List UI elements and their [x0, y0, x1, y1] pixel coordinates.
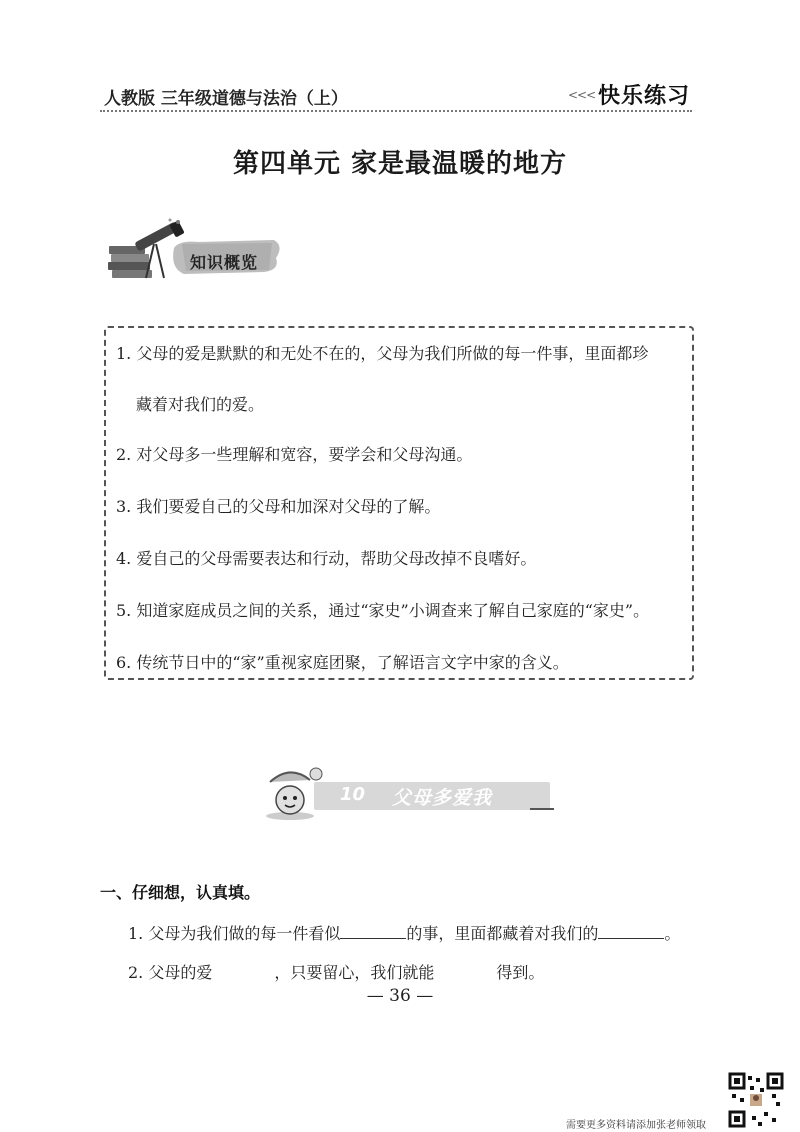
qr-code-icon	[728, 1072, 784, 1128]
lesson-underline	[530, 808, 554, 810]
question-2	[128, 960, 544, 983]
page-number: — 36 —	[366, 986, 434, 1006]
knowledge-banner-label: 知识概览	[190, 253, 259, 272]
section-heading: 一、仔细想，认真填。	[100, 883, 261, 902]
question-2-text-b: ，只要留心，我们就能	[274, 963, 435, 982]
point-6: 6. 传统节日中的“家”重视家庭团聚，了解语言文字中家的含义。	[116, 653, 569, 672]
point-2: 2. 对父母多一些理解和宽容，要学会和父母沟通。	[116, 445, 473, 464]
lesson-title: 父母多爱我	[392, 787, 493, 809]
header-series-title: 快乐练习	[598, 84, 691, 109]
lesson-number: 10	[340, 784, 366, 805]
question-1	[128, 921, 680, 944]
header-book-title: 人教版 三年级道德与法治（上）	[104, 89, 348, 109]
unit-title: 第四单元 家是最温暖的地方	[232, 149, 568, 179]
question-2-text-c: 得到。	[496, 963, 545, 982]
question-1-text-a: 1. 父母为我们做的每一件看似	[128, 924, 341, 943]
point-4: 4. 爱自己的父母需要表达和行动，帮助父母改掉不良嗜好。	[116, 549, 537, 568]
point-1-continued: 藏着对我们的爱。	[136, 395, 265, 414]
question-1-blank-1[interactable]	[340, 924, 406, 939]
point-1: 1. 父母的爱是默默的和无处不在的，父母为我们所做的每一件事，里面都珍	[116, 344, 649, 363]
question-1-text-b: 的事，里面都藏着对我们的	[406, 924, 599, 943]
question-1-blank-2[interactable]	[598, 924, 664, 939]
header-arrows: <<<	[568, 88, 596, 102]
question-2-text-a: 2. 父母的爱	[128, 963, 213, 982]
question-1-text-c: 。	[664, 924, 681, 943]
header-divider	[100, 110, 692, 112]
point-5: 5. 知道家庭成员之间的关系，通过“家史”小调查来了解自己家庭的“家史”。	[116, 601, 650, 620]
footer-note: 需要更多资料请添加张老师领取	[566, 1120, 706, 1131]
point-3: 3. 我们要爱自己的父母和加深对父母的了解。	[116, 497, 441, 516]
